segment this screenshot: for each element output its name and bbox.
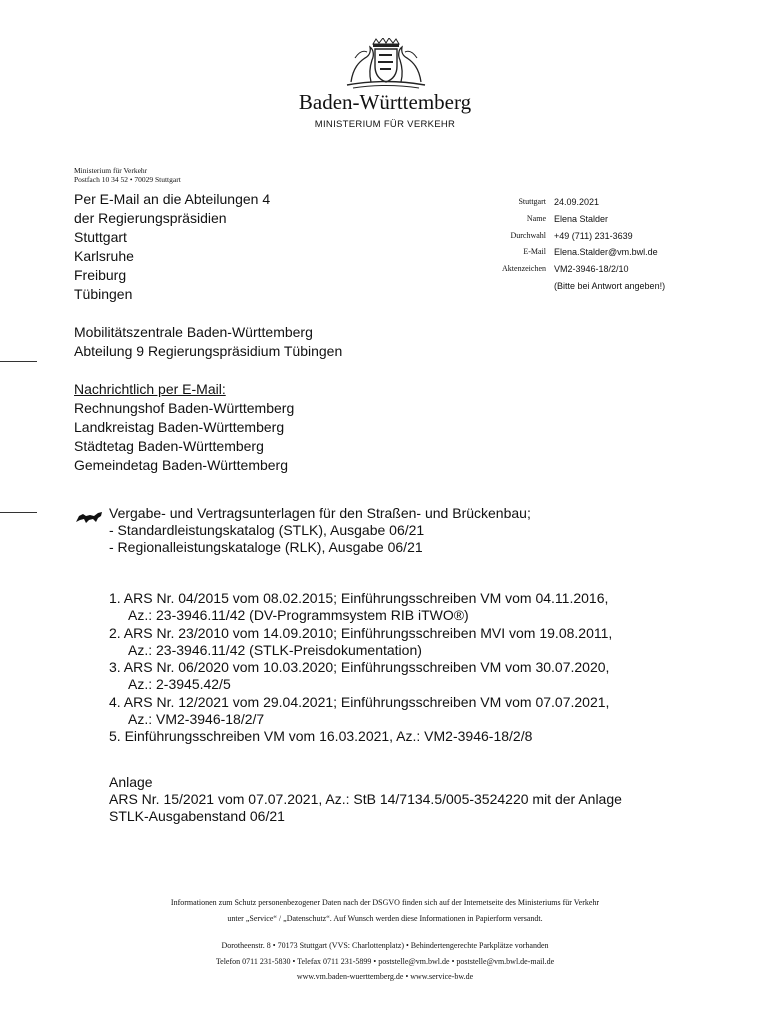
reference-item: 1. ARS Nr. 04/2015 vom 08.02.2015; Einführungsschreiben VM vom 04.11.2016, xyxy=(109,590,609,606)
footer-phone: Telefon 0711 231-5830 • Telefax 0711 231-5899 • poststelle@vm.bwl.de • poststelle@vm.bwl.de-mail.de xyxy=(215,956,555,966)
meta-label: Stuttgart xyxy=(518,197,546,206)
attachment-heading: Anlage xyxy=(109,774,153,790)
fold-mark xyxy=(0,361,37,362)
recipient-line: Abteilung 9 Regierungspräsidium Tübingen xyxy=(74,343,343,359)
attachment-block xyxy=(109,774,622,825)
reference-item: 5. Einführungsschreiben VM vom 16.03.2021, Az.: VM2-3946-18/2/8 xyxy=(109,728,533,745)
cc-item: Landkreistag Baden-Württemberg xyxy=(74,419,285,435)
fold-mark xyxy=(0,512,37,513)
meta-value: (Bitte bei Antwort angeben!) xyxy=(554,280,666,291)
meta-row xyxy=(470,244,665,261)
recipient-block xyxy=(74,190,342,475)
meta-row xyxy=(470,261,665,278)
reference-item-cont: Az.: 2-3945.42/5 xyxy=(128,676,231,693)
recipient-line: Karlsruhe xyxy=(74,248,134,264)
subject-line: - Standardleistungskatalog (STLK), Ausgabe 06/21 xyxy=(109,522,425,538)
subject-block xyxy=(109,505,531,556)
footer-address: Dorotheenstr. 8 • 70173 Stuttgart (VVS: Charlottenplatz) • Behindertengerechte Parkplätze vorhanden xyxy=(221,941,549,950)
meta-label: E-Mail xyxy=(523,247,546,257)
attachment-line: STLK-Ausgabenstand 06/21 xyxy=(109,808,285,824)
meta-label: Aktenzeichen xyxy=(502,264,546,274)
coat-of-arms-logo xyxy=(343,38,429,90)
organization-title: Baden-Württemberg xyxy=(298,90,472,114)
reference-item-cont: Az.: VM2-3946-18/2/7 xyxy=(128,711,265,728)
footer-web: www.vm.baden-wuerttemberg.de • www.service-bw.de xyxy=(296,972,474,981)
privacy-notice xyxy=(0,895,770,926)
ministry-name: MINISTERIUM FÜR VERKEHR xyxy=(314,119,456,130)
meta-value: Elena Stalder xyxy=(554,213,609,224)
sender-line: Ministerium für Verkehr xyxy=(74,166,148,175)
recipient-line: Tübingen xyxy=(74,286,133,302)
meta-row xyxy=(470,194,665,211)
sender-line: Postfach 10 34 52 • 70029 Stuttgart xyxy=(74,175,181,184)
meta-value: 24.09.2021 xyxy=(554,197,600,207)
meta-row xyxy=(470,211,665,228)
meta-value: +49 (711) 231-3639 xyxy=(554,230,633,241)
meta-row xyxy=(470,228,665,245)
meta-label: Name xyxy=(526,213,546,223)
reference-list xyxy=(109,590,612,746)
sender-address xyxy=(74,166,181,184)
meta-label: Durchwahl xyxy=(510,230,546,240)
cc-item: Rechnungshof Baden-Württemberg xyxy=(74,400,295,416)
recipient-line: Stuttgart xyxy=(74,229,127,245)
meta-label xyxy=(470,278,554,295)
reference-item: 4. ARS Nr. 12/2021 vom 29.04.2021; Einführungsschreiben VM vom 07.07.2021, xyxy=(109,693,610,710)
reference-item: 3. ARS Nr. 06/2020 vom 10.03.2020; Einführungsschreiben VM vom 30.07.2020, xyxy=(109,659,610,676)
meta-value: Elena.Stalder@vm.bwl.de xyxy=(554,247,658,258)
cc-heading: Nachrichtlich per E-Mail: xyxy=(74,381,226,397)
recipient-line: Freiburg xyxy=(74,267,127,283)
recipient-line: der Regierungspräsidien xyxy=(74,210,227,226)
letter-meta xyxy=(470,194,665,295)
recipient-line: Per E-Mail an die Abteilungen 4 xyxy=(74,191,271,207)
meta-value: VM2-3946-18/2/10 xyxy=(554,264,629,275)
lion-icon xyxy=(74,510,104,524)
recipient-line: Mobilitätszentrale Baden-Württemberg xyxy=(74,324,313,340)
attachment-line: ARS Nr. 15/2021 vom 07.07.2021, Az.: StB 14/7134.5/005-3524220 mit der Anlage xyxy=(109,791,622,807)
cc-item: Gemeindetag Baden-Württemberg xyxy=(74,457,288,473)
privacy-line: unter „Service“ / „Datenschutz“. Auf Wunsch werden diese Informationen in Papierform versandt. xyxy=(227,913,543,923)
reference-item: 2. ARS Nr. 23/2010 vom 14.09.2010; Einführungsschreiben MVI vom 19.08.2011, xyxy=(109,624,613,641)
cc-item: Städtetag Baden-Württemberg xyxy=(74,438,264,454)
meta-row xyxy=(470,278,665,295)
subject-line: Vergabe- und Vertragsunterlagen für den Straßen- und Brückenbau; xyxy=(109,505,531,521)
reference-item-cont: Az.: 23-3946.11/42 (DV-Programmsystem RIB iTWO®) xyxy=(128,607,469,624)
subject-line: - Regionalleistungskataloge (RLK), Ausgabe 06/21 xyxy=(109,539,423,555)
reference-item-cont: Az.: 23-3946.11/42 (STLK-Preisdokumentation) xyxy=(128,641,422,658)
privacy-line: Informationen zum Schutz personenbezogener Daten nach der DSGVO finden sich auf der Internetseite des Ministeriums für Verkehr xyxy=(170,898,600,907)
footer-contact xyxy=(0,938,770,985)
